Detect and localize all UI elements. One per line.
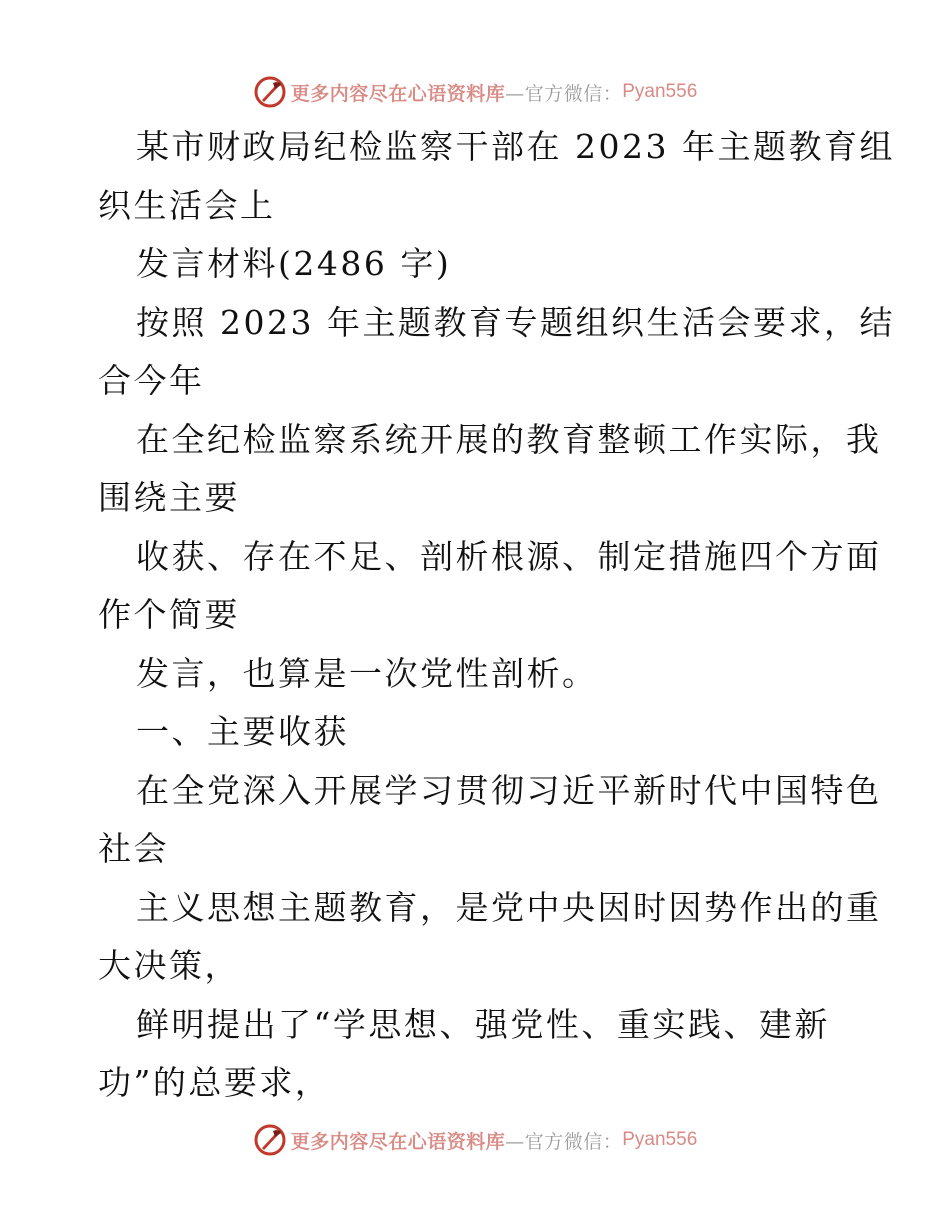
document-line: 作个简要 [98,595,240,634]
document-line: 鲜明提出了“学思想、强党性、重实践、建新 [136,1004,830,1044]
watermark-account: Pyan556 [622,81,698,102]
watermark-separator-text: —官方微信： [505,1130,623,1153]
header-watermark [0,72,950,112]
document-line: 主义思想主题教育，是党中央因时因势作出的重 [136,887,882,927]
document-line: 大决策， [98,946,240,985]
watermark-main-text: 更多内容尽在心语资料库 [290,82,506,105]
document-line: 围绕主要 [98,478,240,517]
feather-pen-circle-icon [253,1123,287,1157]
document-line: 社会 [98,829,169,868]
document-line: 收获、存在不足、剖析根源、制定措施四个方面 [136,536,882,576]
document-line: 合今年 [98,361,205,400]
footer-watermark [0,1120,950,1160]
watermark-separator-text: —官方微信： [505,82,623,105]
document-line: 功”的总要求， [98,1063,331,1102]
document-line: 按照 2023 年主题教育专题组织生活会要求，结 [136,302,895,342]
document-line: 在全纪检监察系统开展的教育整顿工作实际，我 [136,419,882,459]
watermark-account: Pyan556 [622,1129,698,1150]
watermark-main-text: 更多内容尽在心语资料库 [290,1130,506,1153]
document-body [98,118,895,1113]
section-heading: 一、主要收获 [136,712,349,751]
document-line: 某市财政局纪检监察干部在 2023 年主题教育组 [136,127,895,166]
feather-pen-circle-icon [253,75,287,109]
document-line: 织生活会上 [98,185,276,225]
document-line: 发言材料(2486 字) [136,244,452,283]
document-line: 在全党深入开展学习贯彻习近平新时代中国特色 [136,770,882,810]
document-line: 发言，也算是一次党性剖析。 [136,653,598,693]
